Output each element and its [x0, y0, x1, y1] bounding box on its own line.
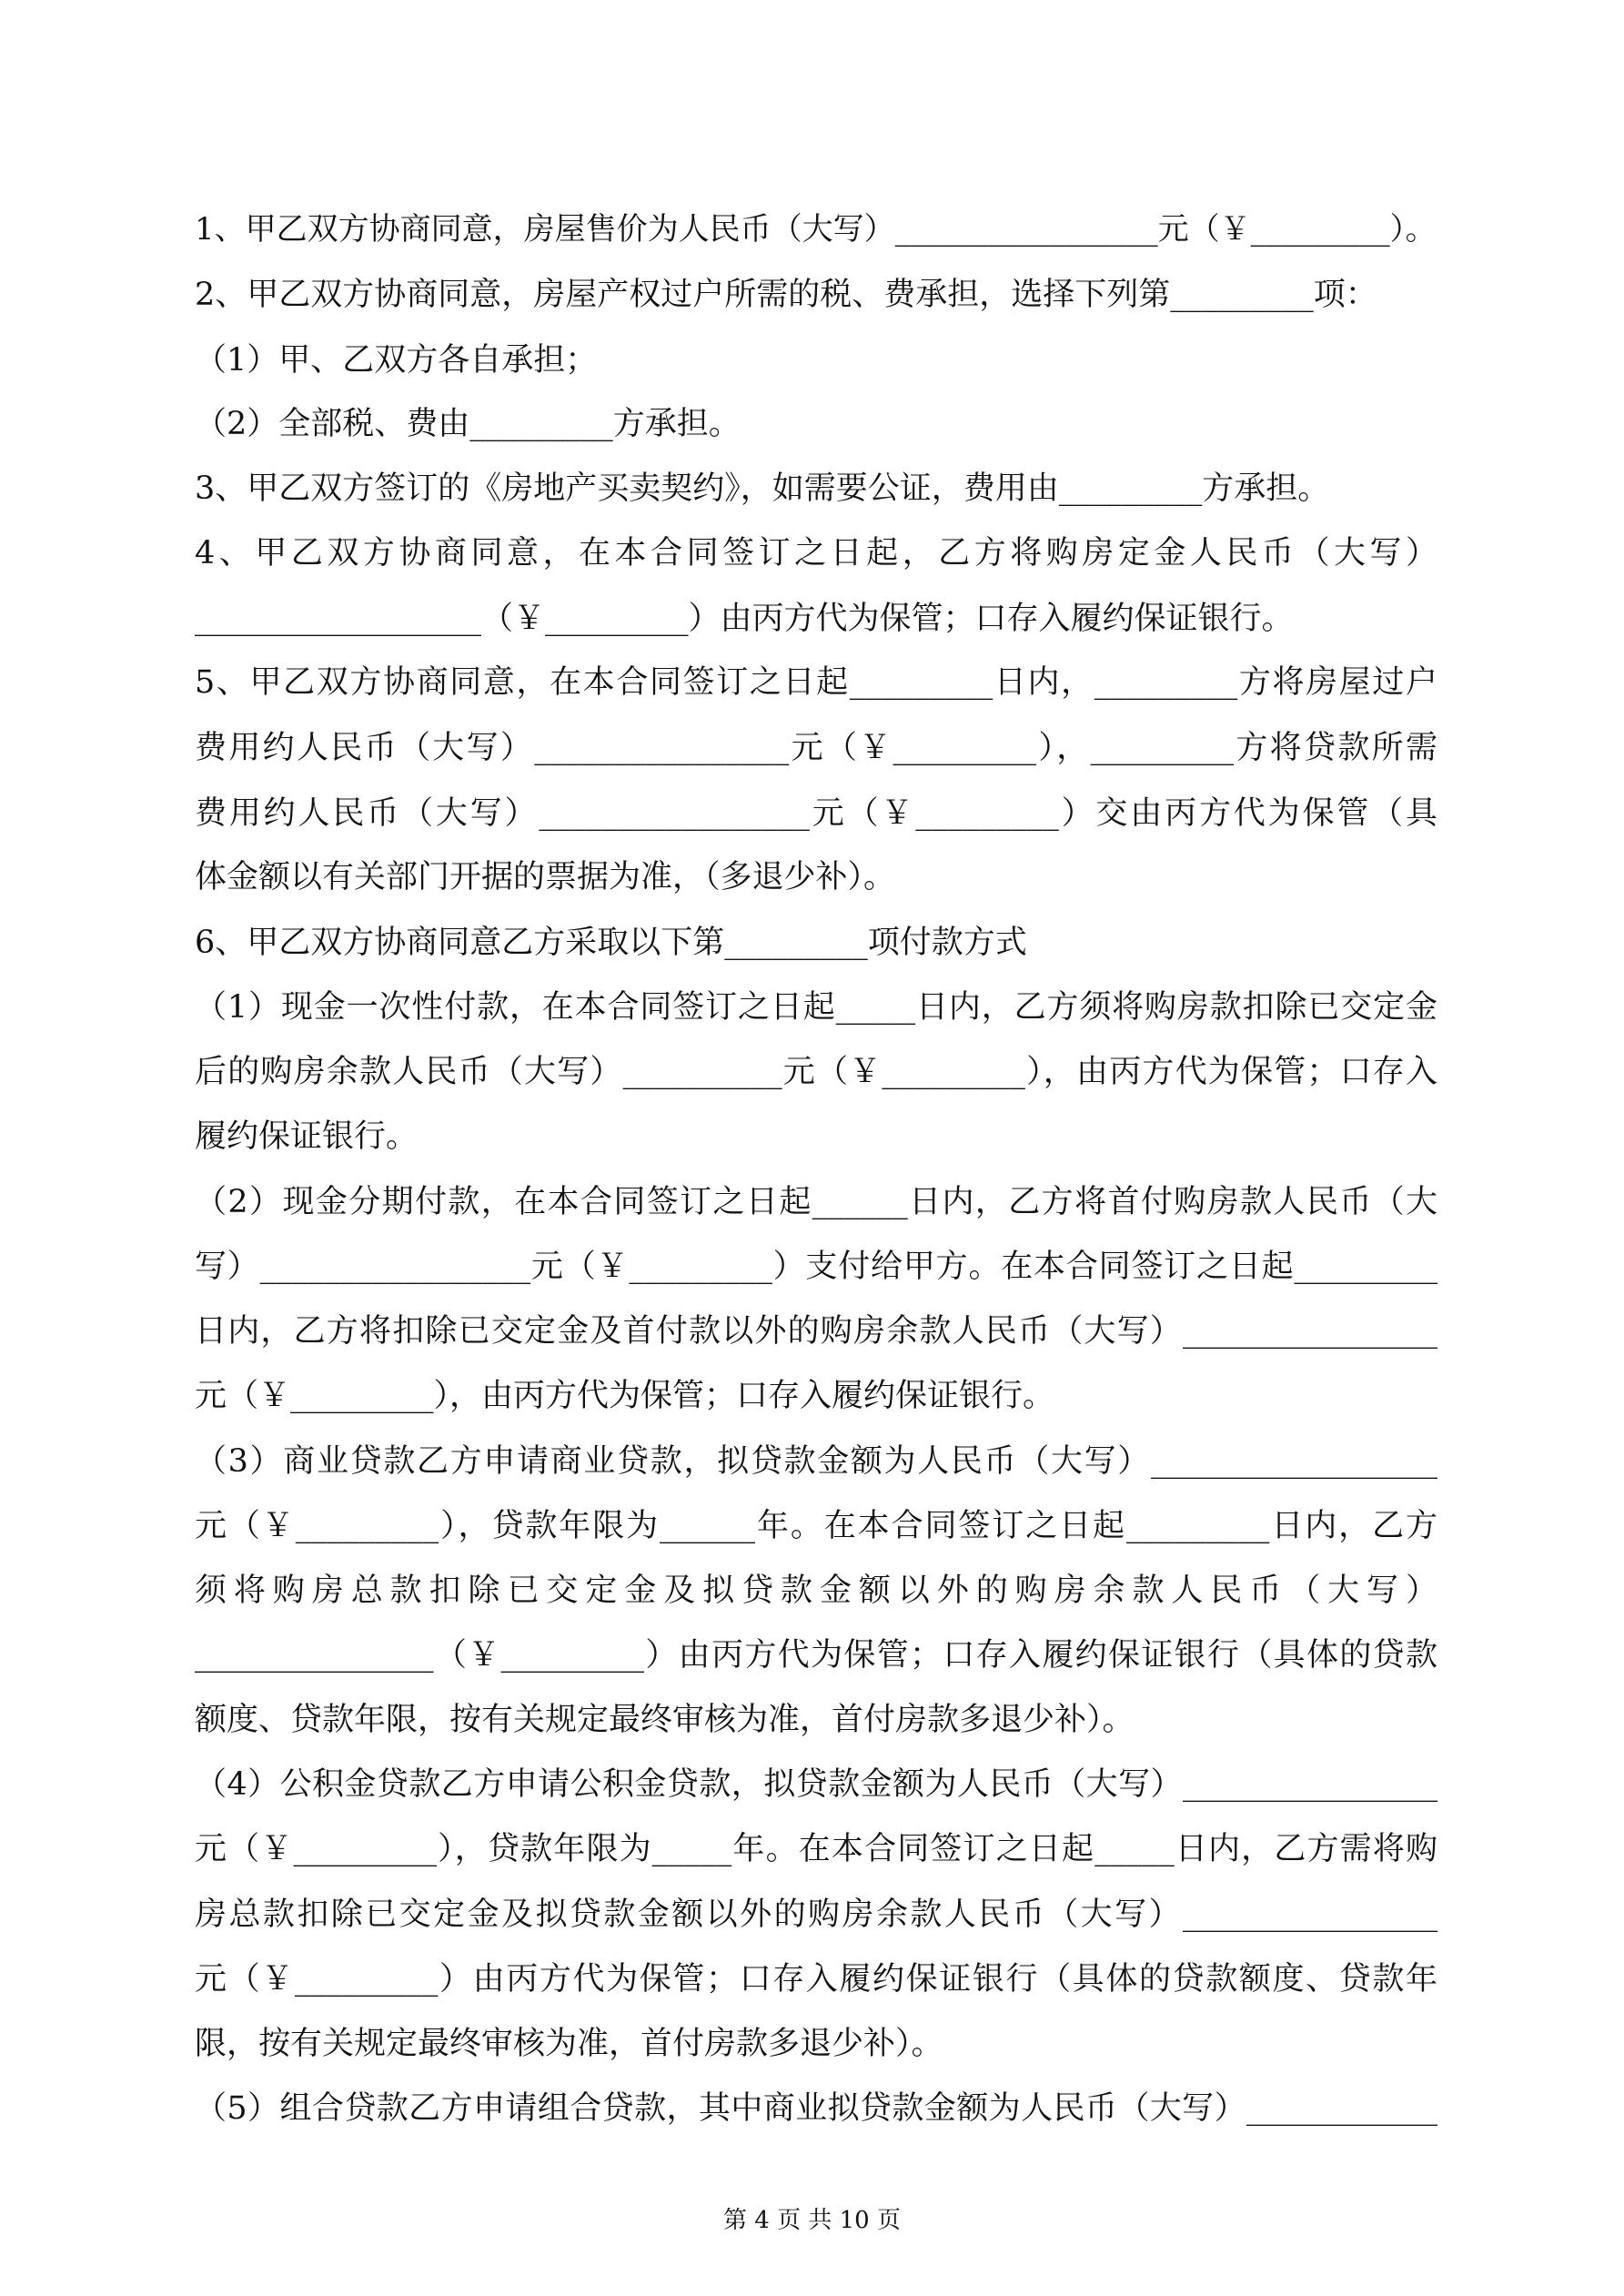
payment-3-line-2: 元（￥_________），贷款年限为______年。在本合同签订之日起_________日内，乙方: [195, 1508, 1437, 1544]
clause-5-line-4: 体金额以有关部门开据的票据为准，（多退少补）。: [195, 859, 896, 895]
payment-1-line-3: 履约保证银行。: [195, 1118, 419, 1155]
payment-4-line-2: 元（￥_________），贷款年限为_____年。在本合同签订之日起_____日内，乙方需将购: [195, 1831, 1437, 1867]
payment-3-line-1: （3）商业贷款乙方申请商业贷款，拟贷款金额为人民币（大写）__________________: [195, 1443, 1437, 1480]
payment-2-line-4: 元（￥_________），由丙方代为保管；口存入履约保证银行。: [195, 1378, 1055, 1414]
payment-1-line-1: （1）现金一次性付款，在本合同签订之日起_____日内，乙方须将购房款扣除已交定金: [195, 989, 1437, 1026]
payment-3-line-4: _______________（￥_________）由丙方代为保管；口存入履约保证银行（具体的贷款: [195, 1637, 1437, 1674]
payment-4-line-5: 限，按有关规定最终审核为准，首付房款多退少补）。: [195, 2026, 943, 2062]
clause-1-line: 1、甲乙双方协商同意，房屋售价为人民币（大写）_________________元（￥_________）。: [195, 211, 1437, 248]
clause-2-option-1: （1）甲、乙双方各自承担；: [195, 342, 598, 379]
clause-2-line: 2、甲乙双方协商同意，房屋产权过户所需的税、费承担，选择下列第_________项：: [195, 277, 1377, 313]
clause-4-line-1: 4、甲乙双方协商同意，在本合同签订之日起，乙方将购房定金人民币（大写）: [195, 535, 1437, 571]
payment-1-line-2: 后的购房余款人民币（大写）__________元（￥_________），由丙方代为保管；口存入: [195, 1054, 1437, 1090]
clause-5-line-1: 5、甲乙双方协商同意，在本合同签订之日起_________日内，_________方将房屋过户: [195, 664, 1437, 701]
payment-2-line-2: 写）_________________元（￥_________）支付给甲方。在本合同签订之日起_________: [195, 1249, 1437, 1285]
page-footer: 第 4 页 共 10 页: [723, 2207, 901, 2234]
payment-3-line-5: 额度、贷款年限，按有关规定最终审核为准，首付房款多退少补）。: [195, 1702, 1135, 1738]
payment-3-line-3: 须将购房总款扣除已交定金及拟贷款金额以外的购房余款人民币（大写）: [195, 1573, 1437, 1609]
clause-2-option-2: （2）全部税、费由_________方承担。: [195, 406, 741, 442]
clause-3-line: 3、甲乙双方签订的《房地产买卖契约》，如需要公证，费用由_________方承担。: [195, 470, 1330, 507]
clause-4-line-2: __________________（￥_________）由丙方代为保管；口存入履约保证银行。: [195, 601, 1294, 637]
payment-2-line-1: （2）现金分期付款，在本合同签订之日起______日内，乙方将首付购房款人民币（大: [195, 1184, 1437, 1220]
payment-4-line-1: （4）公积金贷款乙方申请公积金贷款，拟贷款金额为人民币（大写）________________: [195, 1766, 1437, 1803]
payment-2-line-3: 日内，乙方将扣除已交定金及首付款以外的购房余款人民币（大写）________________: [195, 1313, 1437, 1350]
payment-4-line-4: 元（￥_________）由丙方代为保管；口存入履约保证银行（具体的贷款额度、贷款年: [195, 1961, 1437, 1998]
payment-4-line-3: 房总款扣除已交定金及拟贷款金额以外的购房余款人民币（大写）________________: [195, 1896, 1437, 1933]
clause-5-line-3: 费用约人民币（大写）_________________元（￥_________）交由丙方代为保管（具: [195, 795, 1437, 832]
clause-6-line: 6、甲乙双方协商同意乙方采取以下第_________项付款方式: [195, 925, 1027, 961]
clause-5-line-2: 费用约人民币（大写）________________元（￥_________），_________方将贷款所需: [195, 730, 1437, 766]
payment-5-line-1: （5）组合贷款乙方申请组合贷款，其中商业拟贷款金额为人民币（大写）____________: [195, 2090, 1437, 2127]
